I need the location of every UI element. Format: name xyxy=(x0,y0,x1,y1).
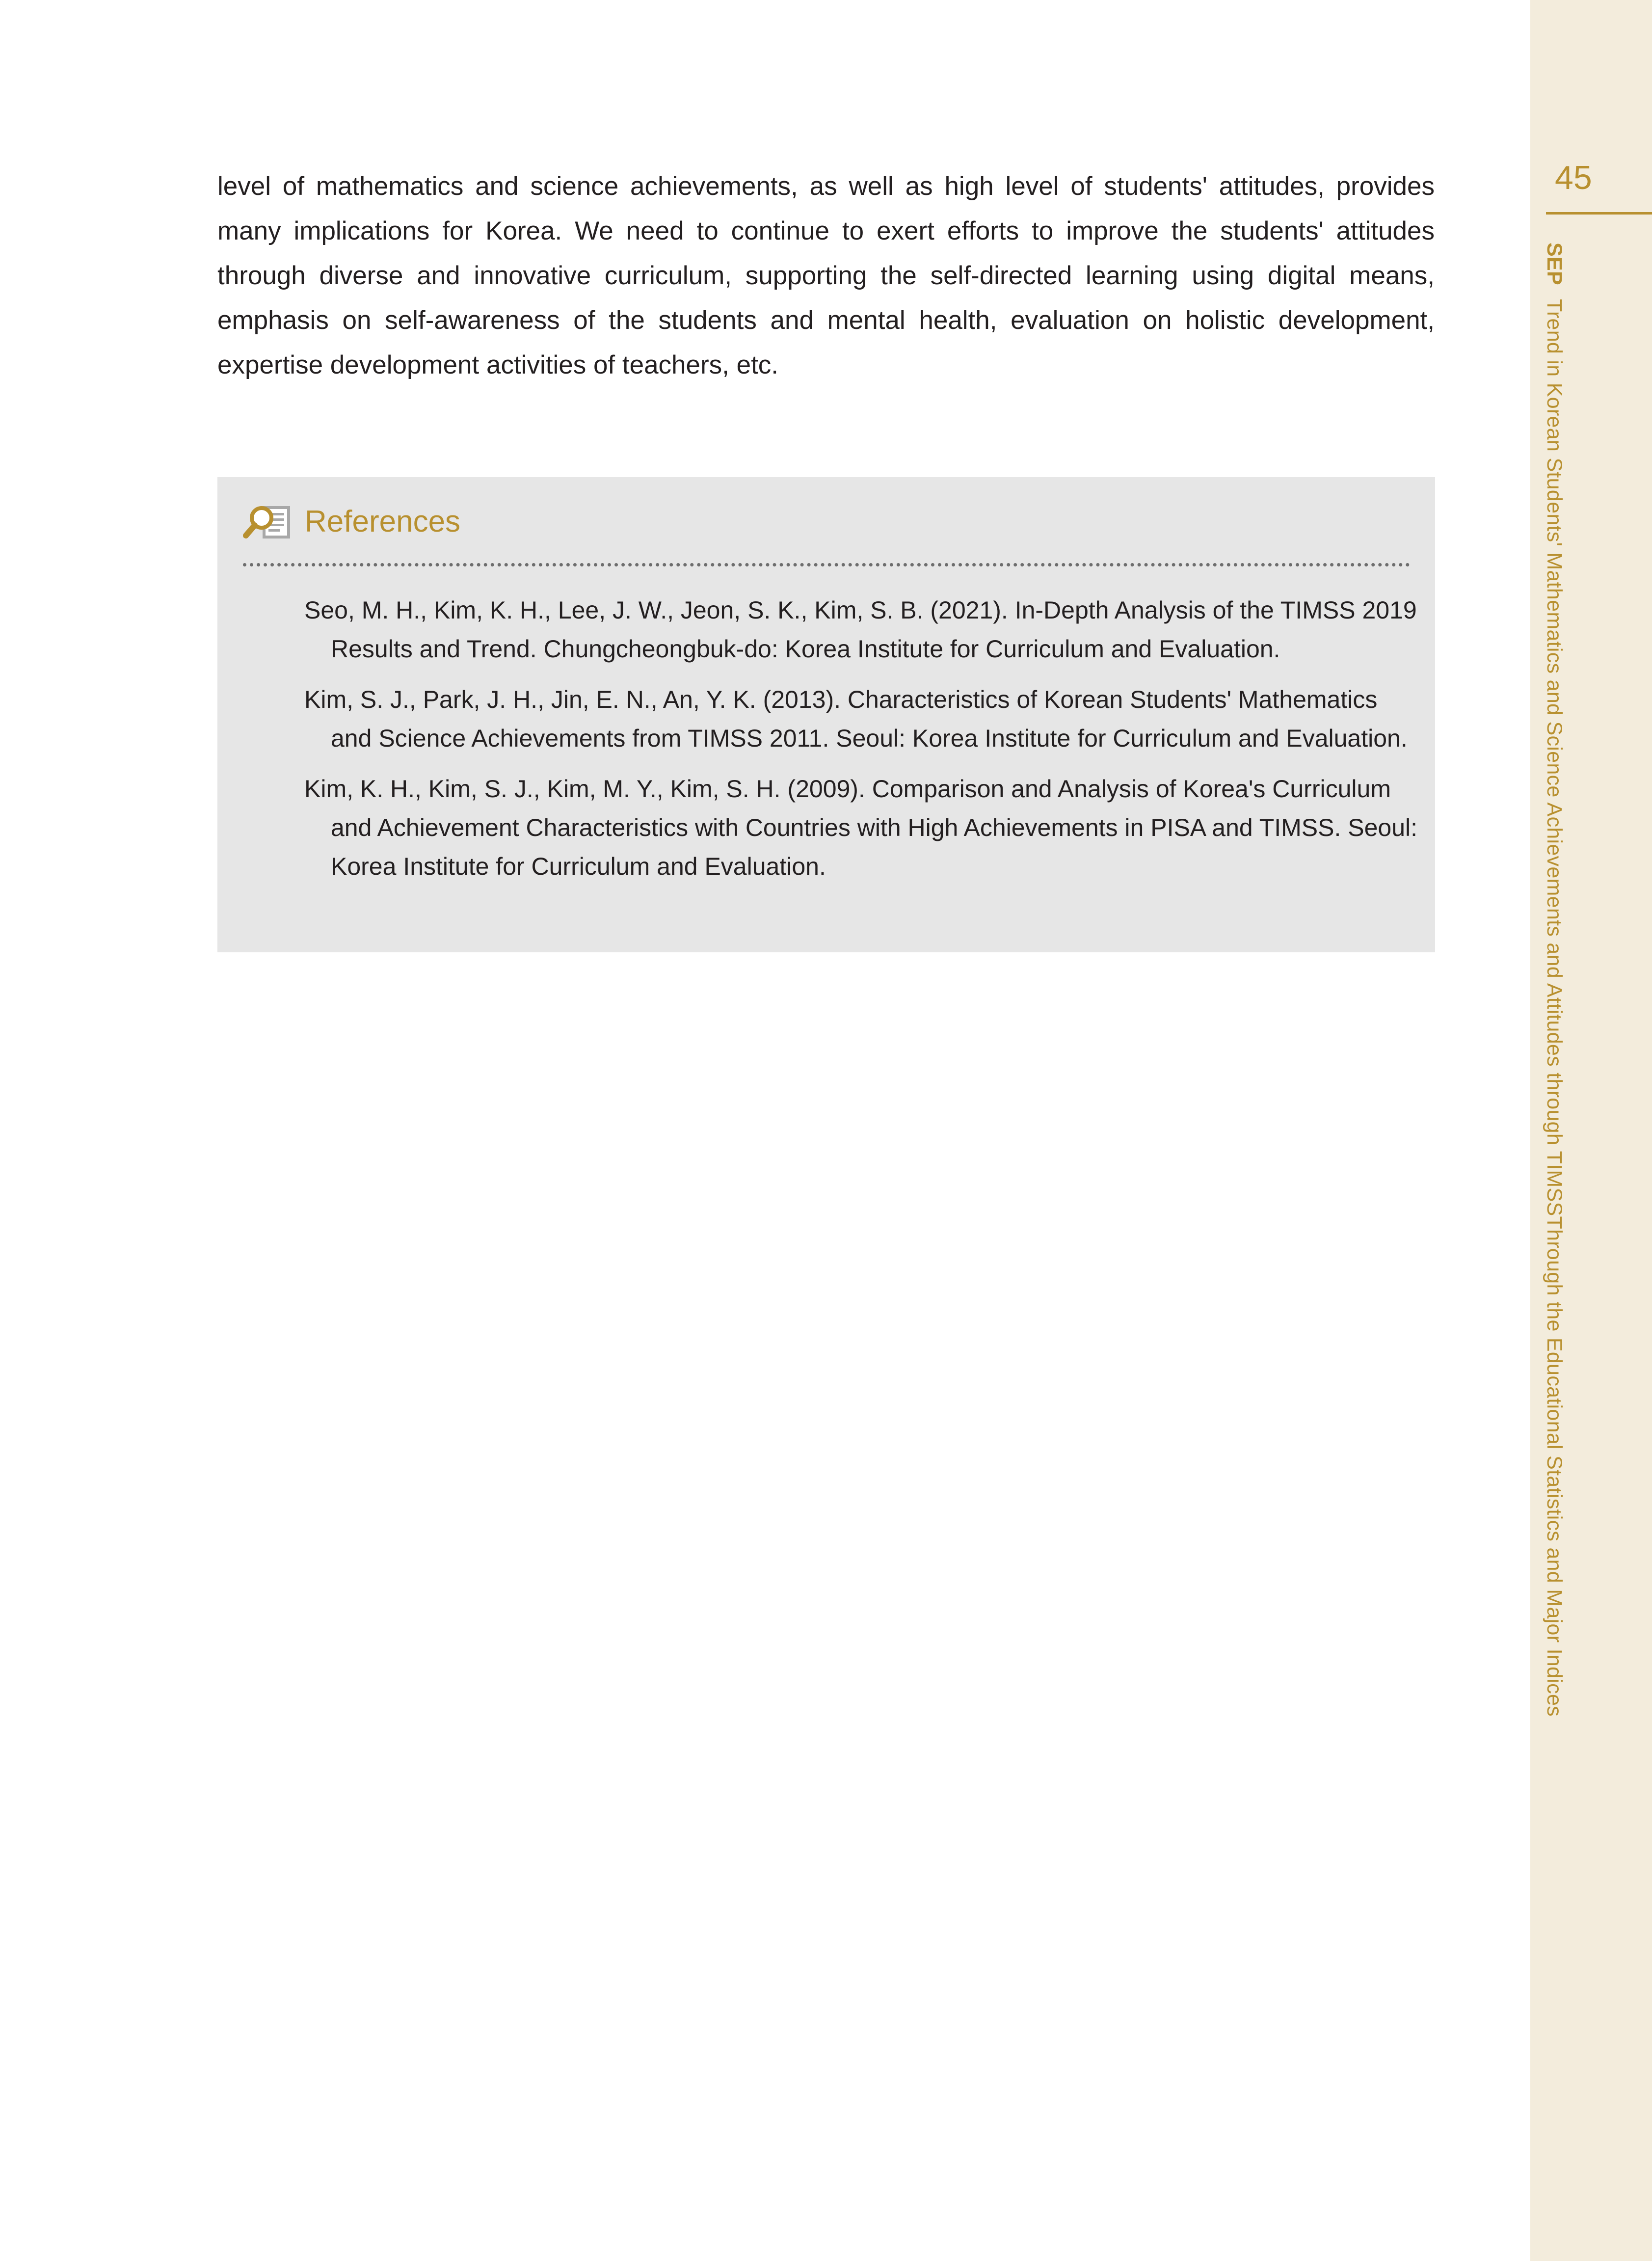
references-header xyxy=(243,500,460,544)
reference-item: Kim, S. J., Park, J. H., Jin, E. N., An, Y. K. (2013). Characteristics of Korean Students' Mathematics and Science Achievements from TIMSS 2011. Seoul: Korea Institute for Curriculum and Evaluation. xyxy=(304,686,1408,752)
series-label: SEP xyxy=(1543,242,1566,285)
references-list xyxy=(304,591,1418,898)
reference-item: Seo, M. H., Kim, K. H., Lee, J. W., Jeon, S. K., Kim, S. B. (2021). In-Depth Analysis of the TIMSS 2019 Results and Trend. Chungcheongbuk-do: Korea Institute for Curriculum and Evaluation. xyxy=(304,596,1417,663)
magnifier-document-icon xyxy=(243,502,292,541)
running-title-text: Trend in Korean Students' Mathematics and Science Achievements and Attitudes through TIMSSThrough the Educational Statistics and Major Indices xyxy=(1543,298,1566,1717)
references-title: References xyxy=(305,505,461,538)
reference-item: Kim, K. H., Kim, S. J., Kim, M. Y., Kim, S. H. (2009). Comparison and Analysis of Korea's Curriculum and Achievement Characteristics with Countries with High Achievements in PISA and TIMSS. Seoul: Korea Institute for Curriculum and Evaluation. xyxy=(304,775,1418,880)
body-paragraph: level of mathematics and science achievements, as well as high level of students' attitudes, provides many implications for Korea. We need to continue to exert efforts to improve the students' attitudes through diverse and innovative curriculum, supporting the self-directed learning using digital means, emphasis on self-awareness of the students and mental health, evaluation on holistic development, expertise development activities of teachers, etc. xyxy=(217,172,1435,379)
page-number-rule xyxy=(1546,212,1652,215)
running-title xyxy=(1544,242,1565,1717)
references-box xyxy=(217,477,1435,952)
dotted-divider xyxy=(243,563,1410,566)
page-number: 45 xyxy=(1555,159,1592,196)
